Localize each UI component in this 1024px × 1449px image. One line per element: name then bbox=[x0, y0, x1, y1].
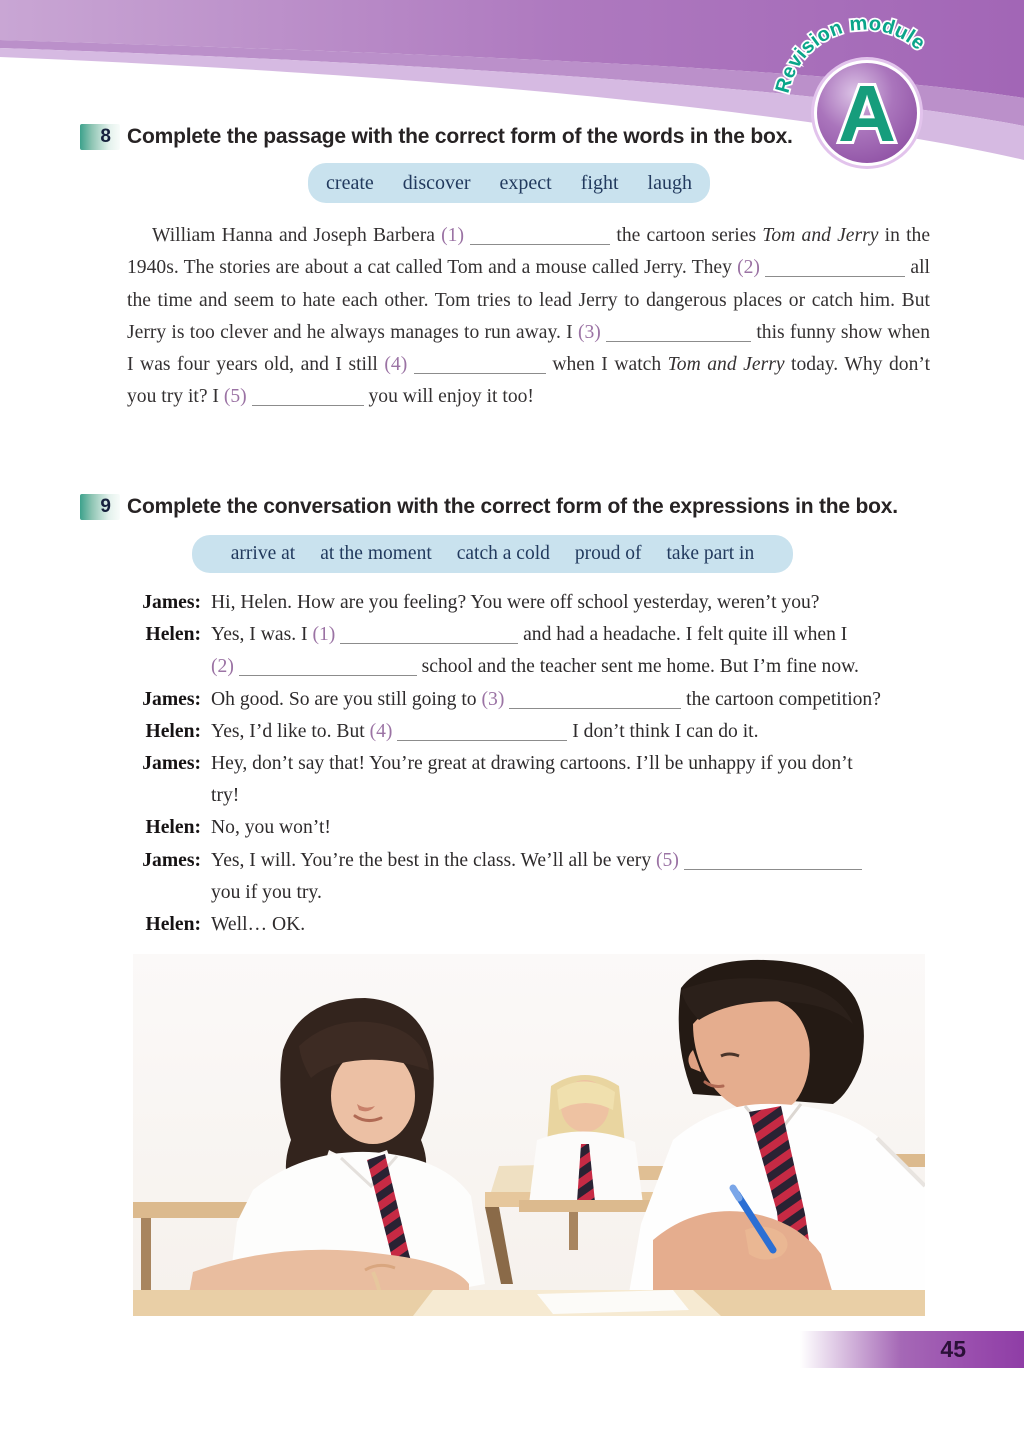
blank-number-marker: (1) bbox=[441, 225, 471, 246]
speaker-label: James: bbox=[142, 849, 201, 871]
word-box-item: discover bbox=[402, 171, 471, 194]
text-run: Hi, Helen. How are you feeling? You were off school yesterday, weren’t you? bbox=[211, 592, 820, 613]
word-box-item: expect bbox=[499, 171, 552, 194]
blank-number-marker: (2) bbox=[211, 656, 239, 678]
passage bbox=[127, 220, 930, 414]
blank-line bbox=[509, 696, 681, 709]
blank-line bbox=[606, 329, 751, 342]
dialogue-row bbox=[133, 587, 931, 619]
exercise-8-title: Complete the passage with the correct form of the words in the box. bbox=[127, 125, 793, 148]
text-run: this funny show when I was four years old, and I still bbox=[127, 321, 930, 376]
dialogue-text bbox=[211, 716, 931, 748]
dialogue-row bbox=[133, 780, 931, 812]
blank-line bbox=[414, 361, 546, 374]
blank-line bbox=[397, 728, 567, 741]
dialogue-row bbox=[133, 748, 931, 780]
word-box-item: catch a cold bbox=[456, 543, 550, 564]
module-letter: A bbox=[838, 69, 896, 158]
word-box-9 bbox=[192, 535, 793, 573]
text-run: school and the teacher sent me home. But I’m fine now. bbox=[416, 656, 859, 678]
speaker-label: James: bbox=[142, 753, 201, 775]
italic-title: Tom and Jerry bbox=[762, 225, 879, 246]
blank-number-marker: (4) bbox=[369, 720, 398, 742]
speaker-label: Helen: bbox=[145, 914, 201, 936]
exercise-9-title: Complete the conversation with the correct form of the expressions in the box. bbox=[127, 495, 898, 518]
blank-number-marker: (2) bbox=[737, 257, 766, 279]
speaker-label: James: bbox=[142, 688, 201, 710]
page-number: 45 bbox=[940, 1336, 966, 1362]
word-box-item: laugh bbox=[647, 171, 692, 194]
speaker-label bbox=[133, 877, 201, 909]
text-run: Yes, I was. I bbox=[211, 624, 313, 646]
blank-line bbox=[239, 663, 417, 676]
dialogue-row bbox=[133, 909, 931, 941]
speaker-label: Helen: bbox=[145, 624, 201, 646]
dialogue-row bbox=[133, 619, 931, 651]
blank-number-marker: (1) bbox=[312, 624, 341, 646]
blank-line bbox=[684, 857, 862, 870]
speaker-label: Helen: bbox=[145, 720, 201, 742]
speaker-label bbox=[133, 780, 201, 812]
dialogue-text bbox=[211, 845, 931, 877]
word-box-item: create bbox=[326, 171, 374, 194]
text-run: try! bbox=[211, 785, 240, 807]
italic-title: Tom and Jerry bbox=[667, 354, 785, 376]
text-run: when I watch bbox=[545, 354, 668, 376]
text-run: you will enjoy it too! bbox=[363, 386, 534, 408]
text-run: I don’t think I can do it. bbox=[567, 720, 759, 742]
dialogue-row bbox=[133, 651, 931, 683]
text-run: today. Why don’t you try it? I bbox=[127, 354, 931, 408]
dialogue-text bbox=[211, 909, 931, 941]
text-run: No, you won’t! bbox=[211, 817, 331, 839]
text-run: you if you try. bbox=[211, 881, 322, 903]
dialogue-row bbox=[133, 845, 931, 877]
text-run: and had a headache. I felt quite ill when I bbox=[518, 624, 848, 646]
dialogue-row bbox=[133, 684, 931, 716]
text-run: Oh good. So are you still going to bbox=[211, 688, 482, 710]
blank-line bbox=[765, 264, 905, 277]
word-box-8 bbox=[308, 163, 710, 203]
dialogue-text bbox=[211, 812, 931, 844]
classroom-photo bbox=[133, 954, 925, 1316]
text-run: Yes, I’d like to. But bbox=[211, 720, 370, 742]
dialogue-row bbox=[133, 877, 931, 909]
speaker-label: James: bbox=[142, 592, 201, 613]
module-arc-text: Revision module bbox=[771, 12, 930, 96]
dialogue-text bbox=[211, 877, 931, 909]
dialogue-text bbox=[211, 587, 931, 619]
exercise-8-number-badge: 8 bbox=[80, 124, 120, 150]
blank-number-marker: (4) bbox=[384, 354, 414, 376]
blank-line bbox=[252, 393, 364, 406]
word-box-item: arrive at bbox=[230, 543, 296, 564]
text-run: Hey, don’t say that! You’re great at drawing cartoons. I’ll be unhappy if you don’t bbox=[211, 753, 853, 775]
dialogue-text bbox=[211, 651, 931, 683]
text-run: in the 1940s. The stories are about a cat called Tom and a mouse called Jerry. They bbox=[127, 225, 931, 279]
dialogue-text bbox=[211, 684, 931, 716]
blank-number-marker: (5) bbox=[656, 849, 684, 871]
word-box-item: proud of bbox=[574, 543, 642, 564]
dialogue bbox=[133, 587, 931, 941]
exercise-9-number-badge: 9 bbox=[80, 494, 120, 520]
blank-line bbox=[340, 631, 518, 644]
module-badge bbox=[762, 10, 976, 188]
blank-line bbox=[470, 232, 610, 245]
word-box-item: at the moment bbox=[320, 543, 432, 564]
dialogue-row bbox=[133, 812, 931, 844]
dialogue-text bbox=[211, 748, 931, 780]
dialogue-text bbox=[211, 619, 931, 651]
word-box-item: take part in bbox=[666, 543, 755, 564]
text-run: the cartoon series bbox=[610, 225, 763, 246]
blank-number-marker: (3) bbox=[481, 688, 510, 710]
text-run: Yes, I will. You’re the best in the class. We’ll all be very bbox=[211, 849, 657, 871]
page-number-bar bbox=[800, 1331, 1024, 1368]
speaker-label bbox=[133, 651, 201, 683]
speaker-label: Helen: bbox=[145, 817, 201, 839]
blank-number-marker: (3) bbox=[577, 321, 607, 343]
text-run: William Hanna and Joseph Barbera bbox=[152, 225, 442, 246]
text-run: Well… OK. bbox=[211, 914, 306, 936]
blank-number-marker: (5) bbox=[223, 386, 252, 408]
text-run: all the time and seem to hate each other. Tom tries to lead Jerry to dangerous places or catch him. But Jerry is too clever and he always manages to run away. I bbox=[127, 257, 931, 343]
word-box-item: fight bbox=[580, 171, 619, 194]
text-run: the cartoon competition? bbox=[681, 688, 881, 710]
dialogue-row bbox=[133, 716, 931, 748]
dialogue-text bbox=[211, 780, 931, 812]
